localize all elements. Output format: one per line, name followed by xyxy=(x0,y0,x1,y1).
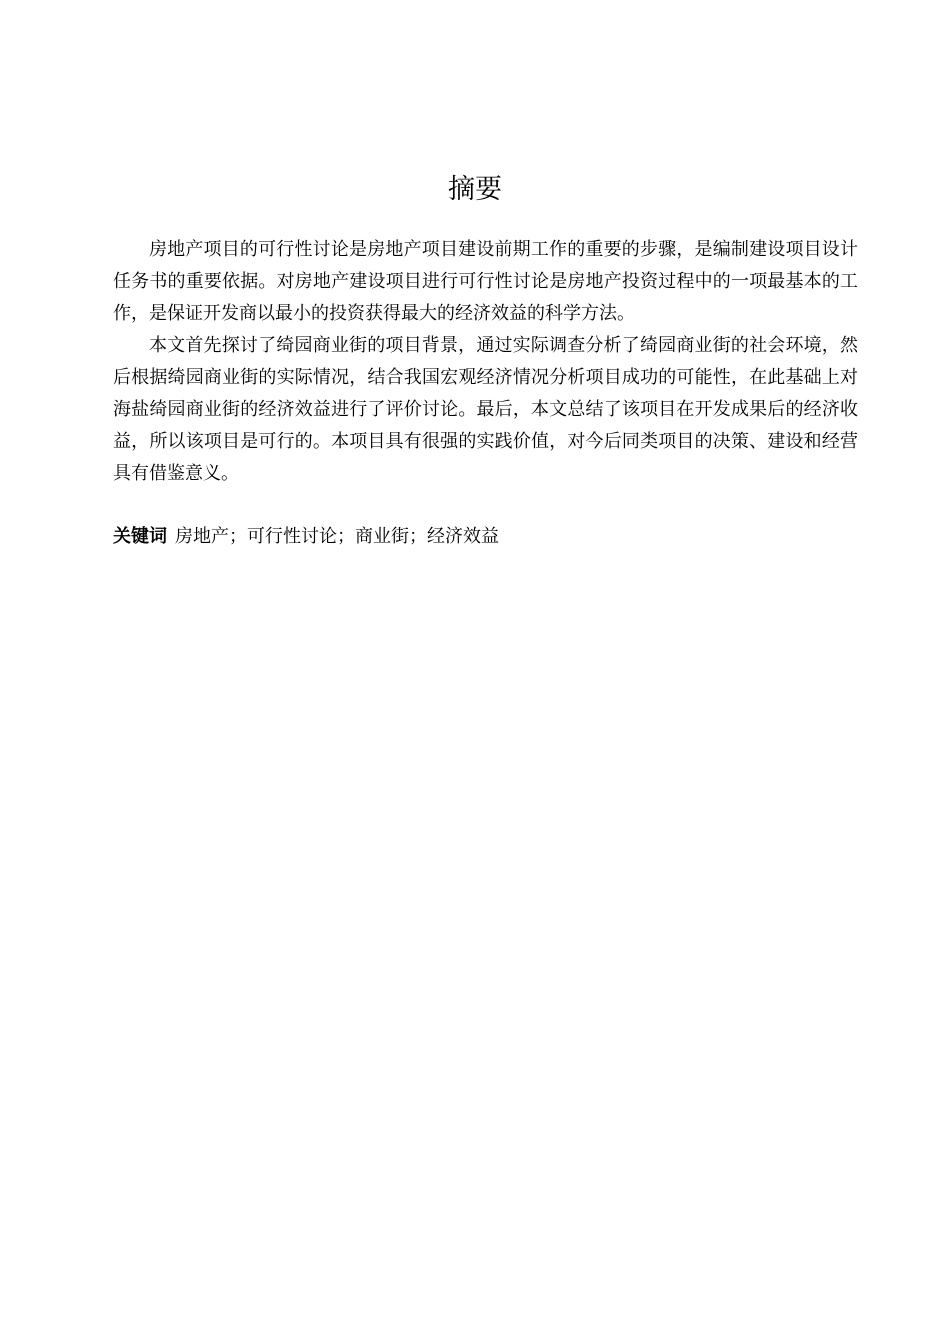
abstract-body xyxy=(113,234,858,490)
keywords-label: 关键词 xyxy=(113,526,167,547)
keywords-text: 房地产；可行性讨论；商业街；经济效益 xyxy=(175,526,499,547)
abstract-paragraph-2: 本文首先探讨了绮园商业街的项目背景，通过实际调查分析了绮园商业街的社会环境，然后根据绮园商业街的实际情况，结合我国宏观经济情况分析项目成功的可能性，在此基础上对海盐绮园商业街的经济效益进行了评价讨论。最后，本文总结了该项目在开发成果后的经济收益，所以该项目是可行的。本项目具有很强的实践价值，对今后同类项目的决策、建设和经营具有借鉴意义。 xyxy=(113,335,858,484)
abstract-paragraph-1: 房地产项目的可行性讨论是房地产项目建设前期工作的重要的步骤，是编制建设项目设计任务书的重要依据。对房地产建设项目进行可行性讨论是房地产投资过程中的一项最基本的工作，是保证开发商以最小的投资获得最大的经济效益的科学方法。 xyxy=(113,239,858,324)
page-title: 摘要 xyxy=(448,174,502,205)
keywords-line xyxy=(113,521,858,553)
